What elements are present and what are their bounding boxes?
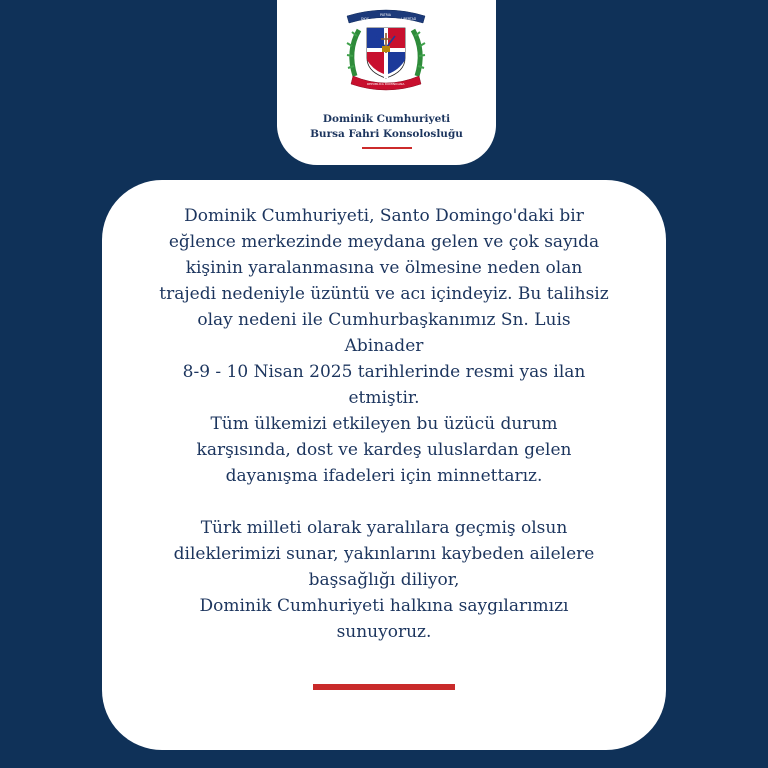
- message-line: kişinin yaralanmasına ve ölmesine neden olan: [185, 258, 583, 278]
- consulate-name: [277, 112, 496, 142]
- paragraph-gap: [102, 489, 666, 515]
- message-line: dileklerimizi sunar, yakınlarını kaybeden ailelere: [173, 544, 595, 564]
- message-line: trajedi nedeniyle üzüntü ve acı içindeyiz. Bu talihsiz: [159, 284, 609, 304]
- condolence-message: [102, 203, 666, 645]
- office-line: Bursa Fahri Konsolosluğu: [310, 128, 463, 140]
- message-line: Tüm ülkemizi etkileyen bu üzücü durum: [210, 414, 558, 434]
- message-line: eğlence merkezinde meydana gelen ve çok sayıda: [168, 232, 600, 252]
- message-line: etmiştir.: [348, 388, 420, 408]
- footer-divider: [313, 684, 455, 690]
- coat-of-arms-icon: [343, 6, 429, 92]
- message-line: 8-9 - 10 Nisan 2025 tarihlerinde resmi yas ilan: [182, 362, 586, 382]
- country-line: Dominik Cumhuriyeti: [322, 113, 451, 125]
- ribbon-top-right: LIBERTAD: [401, 17, 417, 21]
- message-line: sunuyoruz.: [336, 622, 432, 642]
- message-line: Abinader: [344, 336, 424, 356]
- ribbon-bottom: REPUBLICA DOMINICANA: [367, 82, 405, 86]
- message-line: karşısında, dost ve kardeş uluslardan gelen: [196, 440, 572, 460]
- message-line: Türk milleti olarak yaralılara geçmiş olsun: [200, 518, 568, 538]
- message-line: Dominik Cumhuriyeti halkına saygılarımızı: [199, 596, 569, 616]
- ribbon-top-center: PATRIA: [380, 13, 391, 17]
- message-line: olay nedeni ile Cumhurbaşkanımız Sn. Luis: [197, 310, 571, 330]
- message-line: başsağlığı diliyor,: [308, 570, 460, 590]
- ribbon-top-left: DIOS: [361, 17, 369, 21]
- header-divider: [362, 147, 412, 149]
- message-line: dayanışma ifadeleri için minnettarız.: [225, 466, 543, 486]
- message-line: Dominik Cumhuriyeti, Santo Domingo'daki bir: [184, 206, 584, 226]
